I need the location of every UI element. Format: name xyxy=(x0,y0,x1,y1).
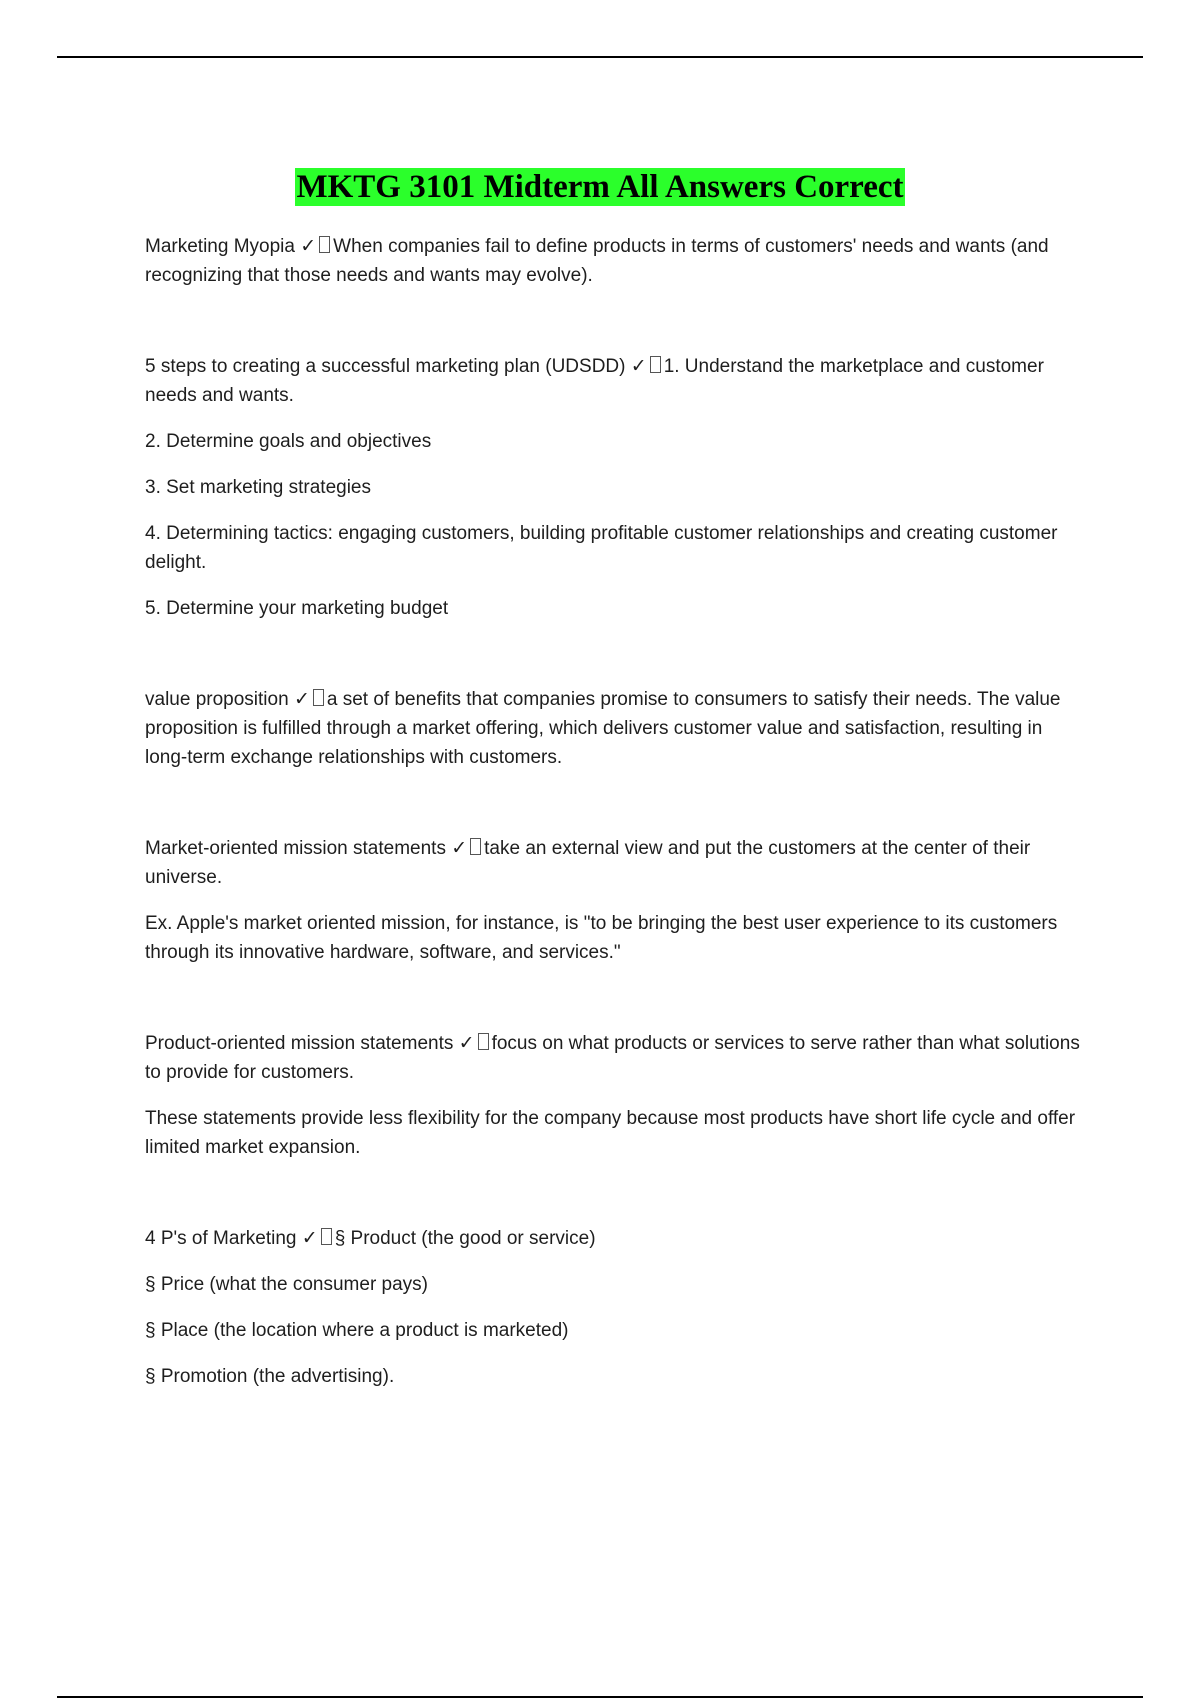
answer-continuation: 2. Determine goals and objectives xyxy=(145,431,432,452)
answer-continuation: These statements provide less flexibility for the company because most products have short life cycle and offer limited market expansion. xyxy=(145,1108,1076,1158)
checkmark-icon: ✓ xyxy=(458,1032,475,1054)
answer-continuation: § Promotion (the advertising). xyxy=(145,1366,395,1387)
top-rule xyxy=(57,56,1143,58)
term: Market-oriented mission statements xyxy=(145,838,446,859)
answer: a set of benefits that companies promise to consumers to satisfy their needs. The value proposition is fulfilled through a market offering, which delivers customer value and satisfaction, resulting in long-term exchange relationships with customers. xyxy=(145,689,1061,768)
answer-continuation: § Price (what the consumer pays) xyxy=(145,1274,429,1295)
checkmark-icon: ✓ xyxy=(301,1227,318,1249)
qa-line xyxy=(145,352,1085,410)
qa-entry xyxy=(145,1029,1085,1162)
title-container xyxy=(0,168,1200,206)
checkmark-icon: ✓ xyxy=(300,235,317,257)
checkmark-icon: ✓ xyxy=(293,688,310,710)
answer-continuation: § Place (the location where a product is marketed) xyxy=(145,1320,569,1341)
checkmark-icon: ✓ xyxy=(630,355,647,377)
qa-line xyxy=(145,232,1085,290)
missing-glyph-box-icon xyxy=(321,1228,332,1245)
missing-glyph-box-icon xyxy=(470,838,481,855)
answer: When companies fail to define products in terms of customers' needs and wants (and recognizing that those needs and wants may evolve). xyxy=(145,236,1049,286)
qa-line xyxy=(145,1224,1085,1253)
term: 5 steps to creating a successful marketing plan (UDSDD) xyxy=(145,356,626,377)
term: value proposition xyxy=(145,689,289,710)
document-title: MKTG 3101 Midterm All Answers Correct xyxy=(296,169,904,205)
missing-glyph-box-icon xyxy=(313,689,324,706)
document-body xyxy=(145,232,1085,1408)
missing-glyph-box-icon xyxy=(650,356,661,373)
term: Marketing Myopia xyxy=(145,236,295,257)
answer-continuation: 3. Set marketing strategies xyxy=(145,477,371,498)
qa-entry xyxy=(145,685,1085,772)
qa-line xyxy=(145,1029,1085,1087)
qa-line xyxy=(145,834,1085,892)
qa-entry xyxy=(145,232,1085,290)
missing-glyph-box-icon xyxy=(478,1033,489,1050)
qa-line xyxy=(145,685,1085,772)
checkmark-icon: ✓ xyxy=(451,837,468,859)
answer-continuation: 4. Determining tactics: engaging customers, building profitable customer relationships and creating customer delight. xyxy=(145,523,1058,573)
qa-entry xyxy=(145,1224,1085,1391)
term: 4 P's of Marketing xyxy=(145,1228,297,1249)
answer: 1. Understand the marketplace and customer needs and wants. xyxy=(145,356,1044,406)
answer-continuation: Ex. Apple's market oriented mission, for instance, is "to be bringing the best user experience to its customers through its innovative hardware, software, and services." xyxy=(145,913,1058,963)
qa-entry xyxy=(145,834,1085,967)
answer: § Product (the good or service) xyxy=(334,1228,596,1249)
term: Product-oriented mission statements xyxy=(145,1033,454,1054)
answer: focus on what products or services to serve rather than what solutions to provide for customers. xyxy=(145,1033,1080,1083)
bottom-rule xyxy=(57,1696,1143,1698)
answer: take an external view and put the customers at the center of their universe. xyxy=(145,838,1031,888)
qa-entry xyxy=(145,352,1085,623)
missing-glyph-box-icon xyxy=(319,236,330,253)
answer-continuation: 5. Determine your marketing budget xyxy=(145,598,449,619)
